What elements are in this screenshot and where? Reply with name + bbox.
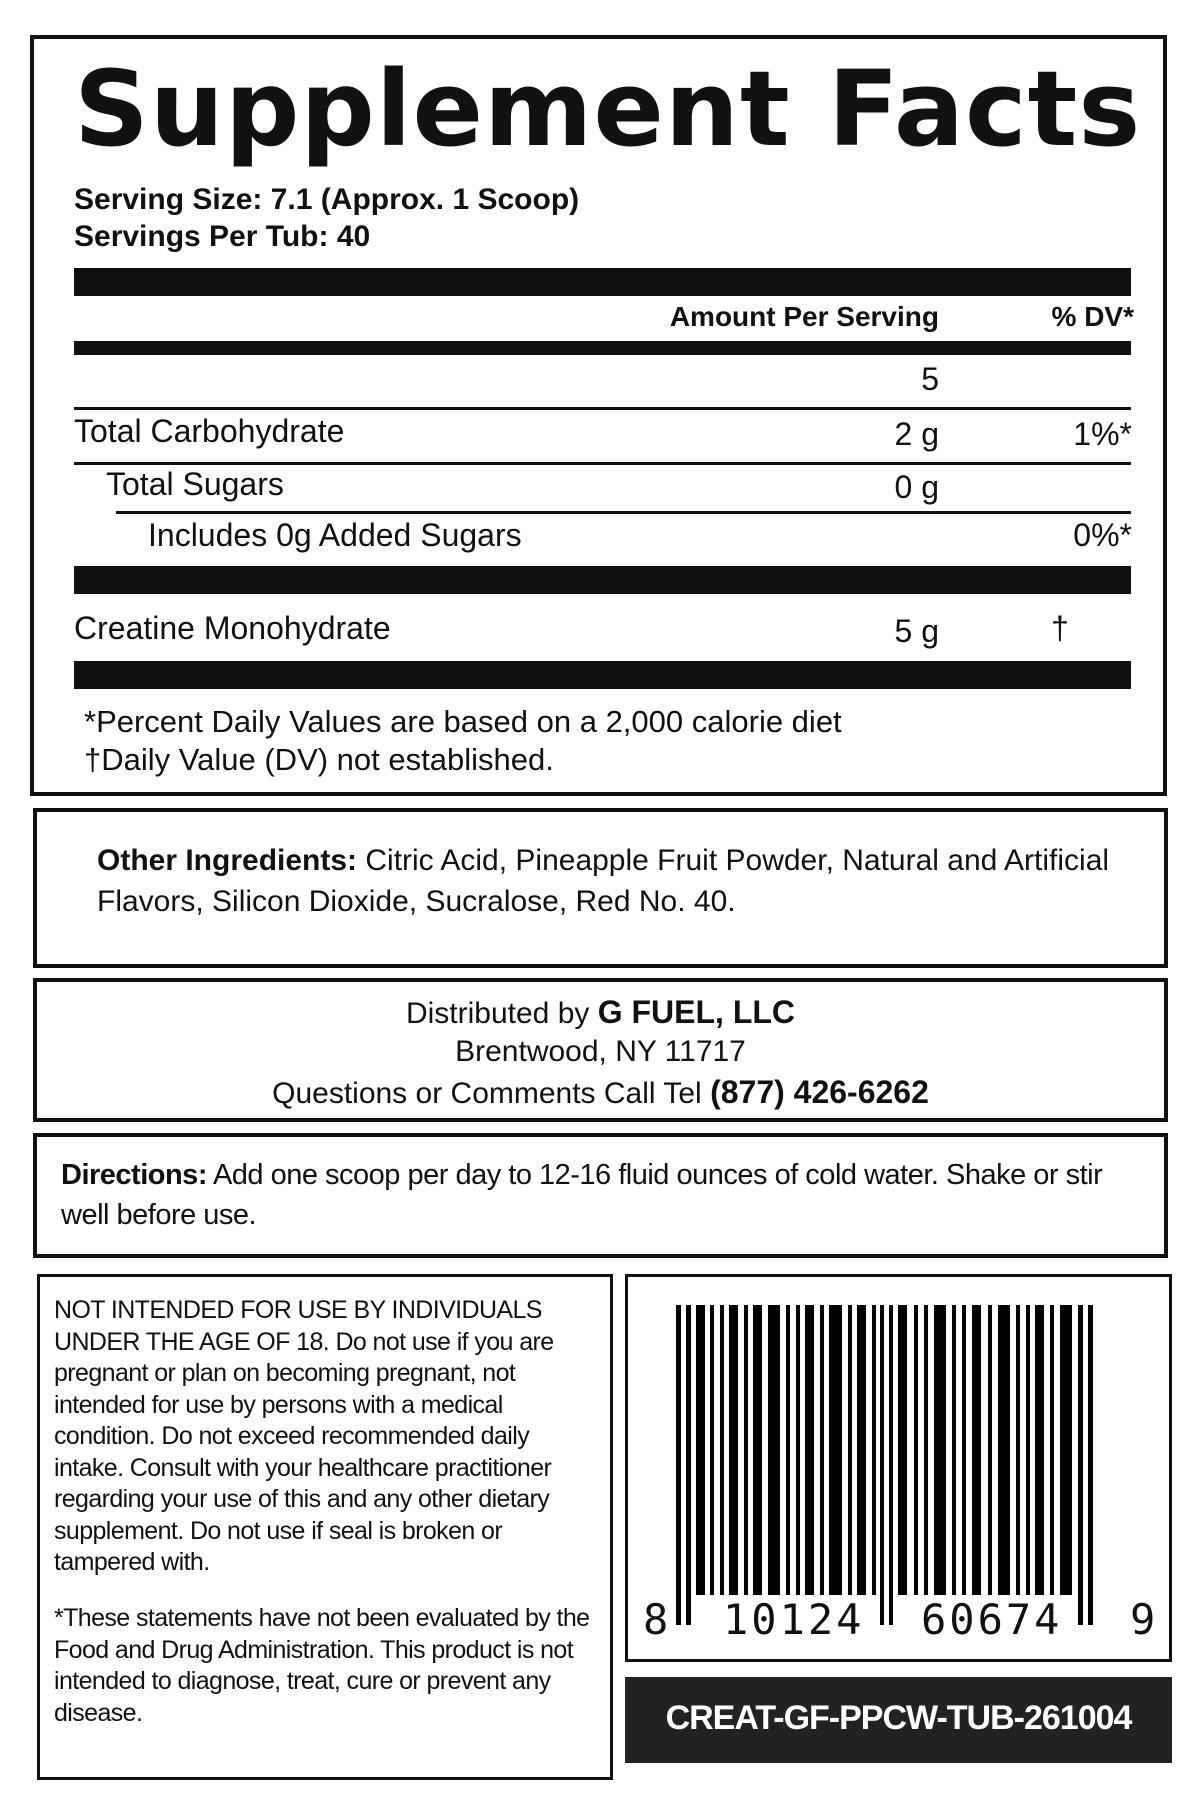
header-dv: % DV* xyxy=(1051,301,1134,332)
medium-divider xyxy=(74,341,1131,355)
lot-code: CREAT-GF-PPCW-TUB-261004 xyxy=(665,1699,1132,1737)
warning-text: NOT INTENDED FOR USE BY INDIVIDUALS UNDER THE AGE OF 18. Do not use if you are pregnant or plan on becoming pregnant, not intended for use by persons with a medical condition. Do not exceed recommended daily intake. Consult with your healthcare practitioner regarding your use of this and any other dietary supplement. Do not use if seal is broken or tampered with. xyxy=(54,1296,554,1576)
thick-divider-middle xyxy=(74,566,1131,594)
row-total-sugars-name: Total Sugars xyxy=(106,466,284,502)
barcode-last-digit: 9 xyxy=(1130,1595,1156,1644)
footnote-daily-values: *Percent Daily Values are based on a 2,000 calorie diet xyxy=(84,704,842,739)
thick-divider-bottom xyxy=(74,661,1131,689)
other-ingredients-text xyxy=(97,840,1117,922)
distributor-prefix: Distributed by xyxy=(405,997,598,1030)
barcode-first-digit: 8 xyxy=(643,1595,669,1644)
serving-size xyxy=(74,183,579,217)
footnote-dv-not-established: †Daily Value (DV) not established. xyxy=(84,742,554,777)
fda-disclaimer-text: *These statements have not been evaluated by the Food and Drug Administration. This product is not intended to diagnose, treat, cure or prevent any disease. xyxy=(54,1604,590,1727)
facts-title: Supplement Facts xyxy=(74,48,1142,170)
row-total-carbohydrate-dv: 1%* xyxy=(1073,416,1132,452)
row-creatine-amount: 5 g xyxy=(894,613,939,649)
thick-divider-top xyxy=(74,268,1131,296)
barcode-group-1: 10124 xyxy=(723,1595,865,1644)
row-creatine-name: Creatine Monohydrate xyxy=(74,610,391,646)
warning-panel xyxy=(37,1274,613,1780)
row-creatine-dv: † xyxy=(1051,610,1069,646)
calories-value: 5 xyxy=(921,361,939,397)
row-total-carbohydrate-name: Total Carbohydrate xyxy=(74,413,345,449)
other-ingredients-panel xyxy=(33,808,1168,968)
other-ingredients-label: Other Ingredients: xyxy=(97,844,358,877)
serving-size-label: Serving Size: xyxy=(74,183,263,216)
barcode-icon xyxy=(628,1277,1169,1659)
other-ingredients-list: Citric Acid, Pineapple Fruit Powder, Natural and Artificial Flavors, Silicon Dioxide, Sucralose, Red No. 40. xyxy=(97,844,1110,918)
directions-panel xyxy=(33,1133,1168,1258)
directions-text xyxy=(61,1155,1141,1235)
servings-value: 40 xyxy=(336,220,371,253)
barcode-panel xyxy=(625,1274,1172,1662)
row-added-sugars-name: Includes 0g Added Sugars xyxy=(148,517,522,553)
row-rule xyxy=(74,407,1131,410)
row-rule xyxy=(74,462,1131,465)
distributor-company: G FUEL, LLC xyxy=(597,994,796,1030)
distributor-contact xyxy=(37,1074,1164,1111)
directions-label: Directions: xyxy=(61,1159,207,1191)
lot-code-bar xyxy=(625,1677,1172,1763)
contact-phone: (877) 426-6262 xyxy=(710,1074,929,1110)
distributor-panel xyxy=(33,978,1168,1122)
distributor-line xyxy=(37,994,1164,1031)
supplement-facts-panel xyxy=(30,35,1167,796)
row-total-carbohydrate-amount: 2 g xyxy=(894,416,939,452)
row-added-sugars-dv: 0%* xyxy=(1073,517,1132,553)
serving-size-value: 7.1 (Approx. 1 Scoop) xyxy=(270,183,580,216)
row-rule xyxy=(116,511,1131,514)
distributor-address: Brentwood, NY 11717 xyxy=(455,1035,746,1068)
barcode-group-2: 60674 xyxy=(921,1595,1063,1644)
servings-per-tub xyxy=(74,220,370,254)
servings-label: Servings Per Tub: xyxy=(74,220,329,253)
directions-body: Add one scoop per day to 12-16 fluid ounces of cold water. Shake or stir well before use. xyxy=(61,1159,1103,1231)
row-total-sugars-amount: 0 g xyxy=(894,469,939,505)
contact-prefix: Questions or Comments Call Tel xyxy=(272,1077,711,1110)
header-amount-per-serving: Amount Per Serving xyxy=(669,301,939,332)
